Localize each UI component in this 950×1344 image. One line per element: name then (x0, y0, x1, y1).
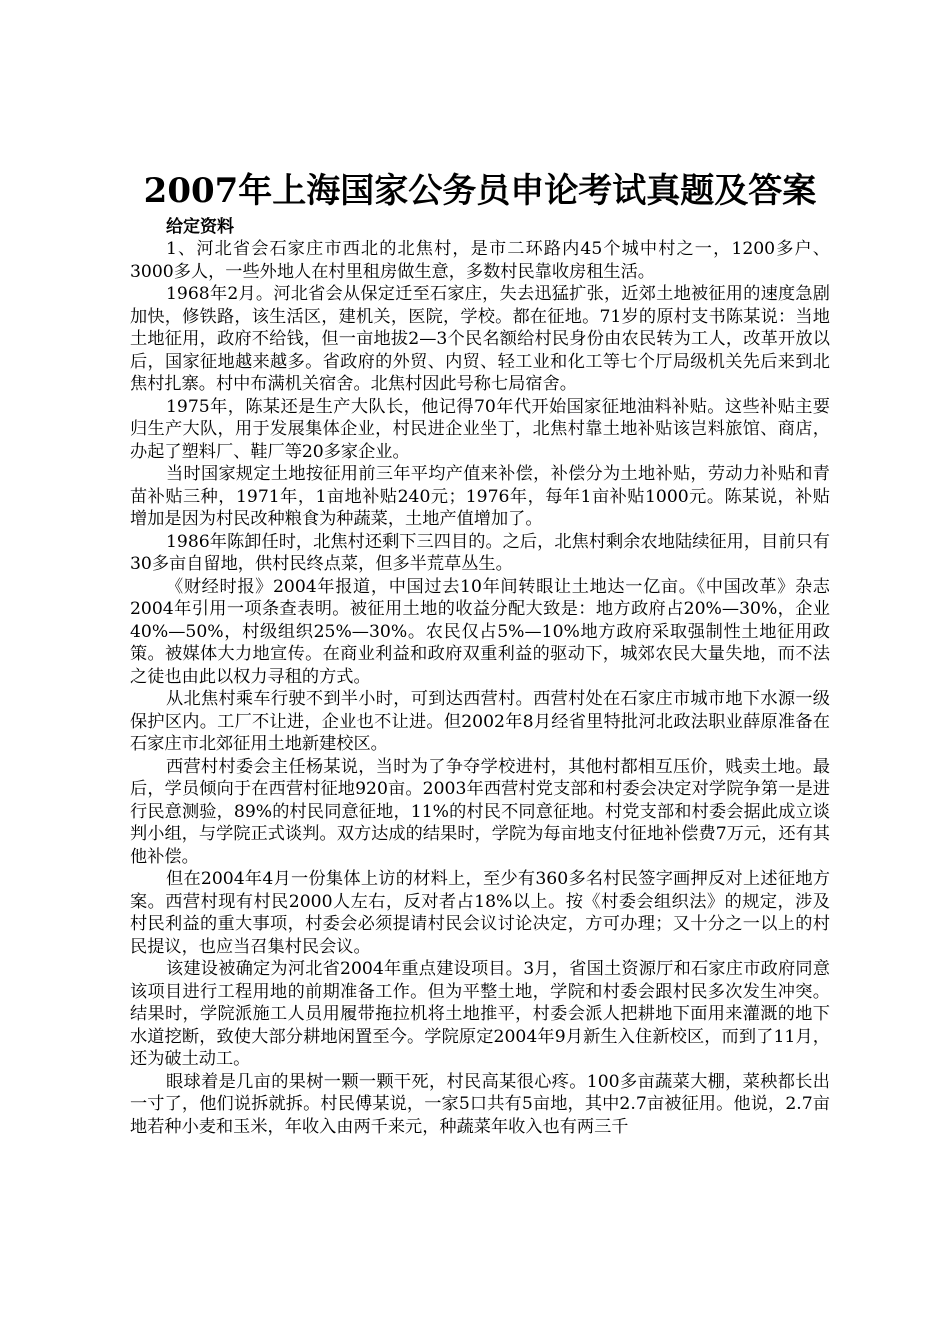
paragraph: 1、河北省会石家庄市西北的北焦村，是市二环路内45个城中村之一，1200多户、3000多人，一些外地人在村里租房做生意，多数村民靠收房租生活。 (130, 239, 830, 282)
paragraph: 西营村村委会主任杨某说，当时为了争夺学校进村，其他村都相互压价，贱卖土地。最后，学员倾向于在西营村征地920亩。2003年西营村党支部和村委会决定对学院争第一是进行民意测验，89%的村民同意征地，11%的村民不同意征地。村党支部和村委会据此成立谈判小组，与学院正式谈判。双方达成的结果时，学院为每亩地支付征地补偿费7万元，还有其他补偿。 (130, 756, 830, 867)
paragraph: 《财经时报》2004年报道，中国过去10年间转眼让土地达一亿亩。《中国改革》杂志2004年引用一项条查表明。被征用土地的收益分配大致是：地方政府占20%—30%，企业40%—50%，村级组织25%—30%。农民仅占5%—10%地方政府采取强制性土地征用政策。被媒体大力地宣传。在商业利益和政府双重利益的驱动下，城郊农民大量失地，而不法之徒也由此以权力寻租的方式。 (130, 576, 830, 687)
paragraph: 当时国家规定土地按征用前三年平均产值来补偿，补偿分为土地补贴，劳动力补贴和青苗补贴三种，1971年，1亩地补贴240元；1976年，每年1亩补贴1000元。陈某说，补贴增加是因为村民改种粮食为种蔬菜，土地产值增加了。 (130, 464, 830, 529)
document-title: 2007年上海国家公务员申论考试真题及答案 (143, 171, 817, 211)
paragraph: 但在2004年4月一份集体上访的材料上，至少有360多名村民签字画押反对上述征地方案。西营村现有村民2000人左右，反对者占18%以上。按《村委会组织法》的规定，涉及村民利益的重大事项，村委会必须提请村民会议讨论决定，方可办理；又十分之一以上的村民提议，也应当召集村民会议。 (130, 869, 830, 957)
paragraph: 1986年陈卸任时，北焦村还剩下三四目的。之后，北焦村剩余农地陆续征用，目前只有30多亩自留地，供村民终点菜，但多半荒草丛生。 (130, 531, 830, 574)
paragraph: 该建设被确定为河北省2004年重点建设项目。3月，省国土资源厅和石家庄市政府同意该项目进行工程用地的前期准备工作。但为平整土地，学院和村委会跟村民多次发生冲突。结果时，学院派施工人员用履带拖拉机将土地推平，村委会派人把耕地下面用来灌溉的地下水道挖断，致使大部分耕地闲置至今。学院原定2004年9月新生入住新校区，而到了11月，还为破土动工。 (130, 959, 830, 1069)
section-label: 给定资料 (166, 217, 234, 237)
document-content (130, 166, 830, 1138)
paragraph-list (130, 238, 830, 1138)
paragraph: 眼球着是几亩的果树一颗一颗干死，村民高某很心疼。100多亩蔬菜大棚，菜秧都长出一寸了，他们说拆就拆。村民傅某说，一家5口共有5亩地，其中2.7亩被征用。他说，2.7亩地若种小麦和玉米，年收入由两千来元，种蔬菜年收入也有两三千 (130, 1071, 830, 1137)
paragraph: 1968年2月。河北省会从保定迁至石家庄，失去迅猛扩张，近郊土地被征用的速度急剧加快，修铁路，该生活区，建机关，医院，学校。都在征地。71岁的原村支书陈某说：当地土地征用，政府不给钱，但一亩地拔2—3个民名额给村民身份由农民转为工人，改革开放以后，国家征地越来越多。省政府的外贸、内贸、轻工业和化工等七个厅局级机关先后来到北焦村扎寨。村中布满机关宿舍。北焦村因此号称七局宿舍。 (130, 284, 830, 394)
paragraph: 从北焦村乘车行驶不到半小时，可到达西营村。西营村处在石家庄市城市地下水源一级保护区内。工厂不让进，企业也不让进。但2002年8月经省里特批河北政法职业薛原准备在石家庄市北郊征用土地新建校区。 (130, 689, 830, 754)
paragraph: 1975年，陈某还是生产大队长，他记得70年代开始国家征地油料补贴。这些补贴主要归生产大队，用于发展集体企业，村民进企业坐丁，北焦村靠土地补贴该岂料旅馆、商店，办起了塑料厂、鞋厂等20多家企业。 (130, 396, 830, 462)
